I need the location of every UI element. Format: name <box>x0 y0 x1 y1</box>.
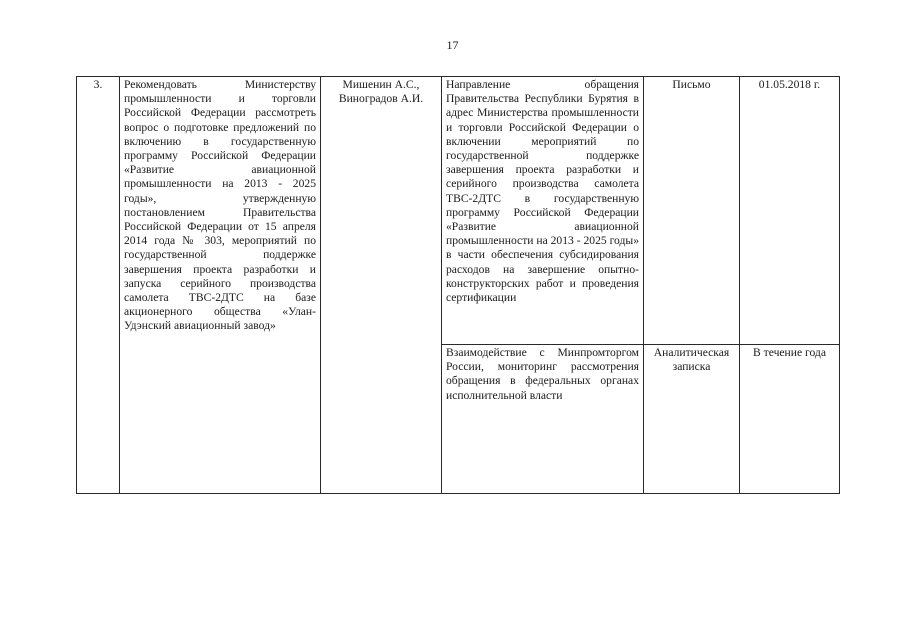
form-text: Письмо <box>672 78 711 91</box>
deadline-text: 01.05.2018 г. <box>758 78 821 91</box>
table-row <box>77 77 840 345</box>
form-cell <box>644 345 740 494</box>
responsible-text: Мишенин А.С., Виноградов А.И. <box>338 78 424 106</box>
row-number: 3. <box>93 78 103 91</box>
form-cell <box>644 77 740 345</box>
action-text: Взаимодействие с Минпромторгом России, мониторинг рассмотрения обращения в федеральных органах исполнительной власти <box>446 346 639 402</box>
deadline-cell <box>740 77 840 345</box>
task-cell <box>120 77 321 494</box>
deadline-text: В течение года <box>753 346 826 359</box>
row-number-cell <box>77 77 120 494</box>
action-text: Направление обращения Правительства Республики Бурятия в адрес Министерства промышленности и торговли Российской Федерации о включении мероприятий по государственной поддержке завершения проекта разработки и серийного производства самолета ТВС-2ДТС в государственную программу Российской Федерации «Развитие авиационной промышленности на 2013 - 2025 годы» в части обеспечения субсидирования расходов на завершение опытно-конструкторских работ и проведения сертификации <box>446 78 639 305</box>
task-text: Рекомендовать Министерству промышленности и торговли Российской Федерации рассмотреть вопрос о подготовке предложений по включению в государственную программу Российской Федерации «Развитие авиационной промышленности на 2013 - 2025 годы», утвержденную постановлением Правительства Российской Федерации от 15 апреля 2014 года № 303, мероприятий по государственной поддержке завершения проекта разработки и запуска серийного производства самолета ТВС-2ДТС на базе акционерного общества «Улан-Удэнский авиационный завод» <box>124 78 316 333</box>
responsible-cell <box>321 77 442 494</box>
action-cell <box>442 345 644 494</box>
page-number: 17 <box>446 38 459 52</box>
form-text: Аналитическая записка <box>653 346 730 374</box>
deadline-cell <box>740 345 840 494</box>
action-cell <box>442 77 644 345</box>
measures-table <box>76 76 840 494</box>
